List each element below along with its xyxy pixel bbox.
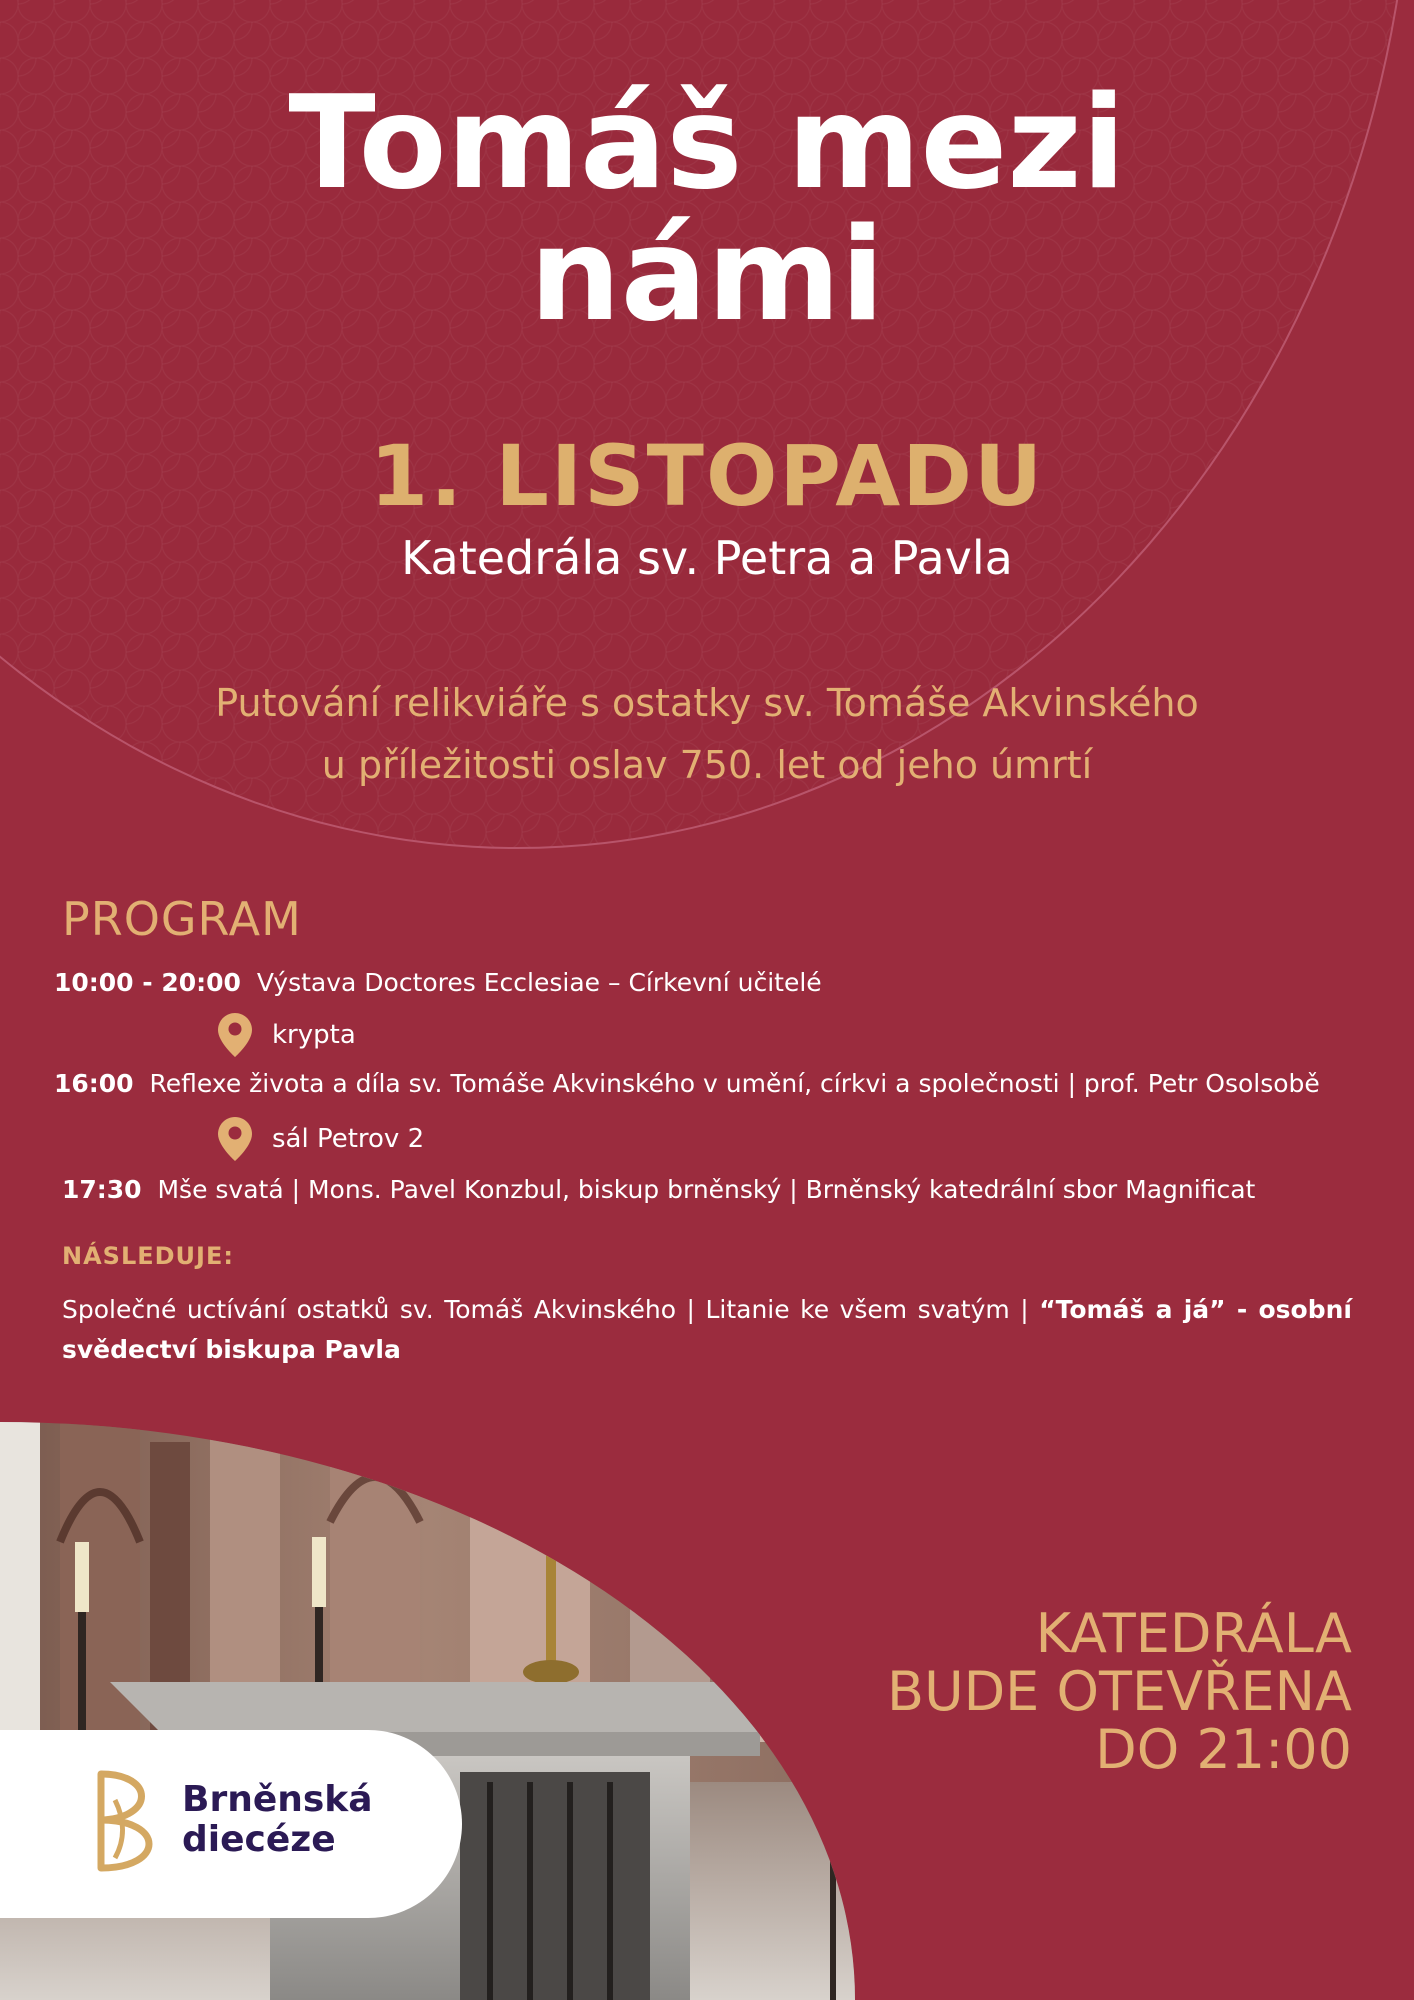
title-line-1: Tomáš mezi [288,69,1126,218]
program-item-text: Výstava Doctores Ecclesiae – Církevní učitelé [256,968,822,997]
title-line-2: námi [529,201,885,350]
location-label: krypta [272,1020,356,1050]
logo-line-1: Brněnská [182,1779,373,1820]
poster-title [0,69,1414,350]
subtitle-line-1: Putování relikviáře s ostatky sv. Tomáše Akvinského [215,681,1199,725]
event-subtitle [0,672,1414,796]
event-date: 1. LISTOPADU [369,427,1045,525]
location-pin-icon [218,1013,252,1057]
program-item-location [218,1117,424,1161]
diocese-logo-icon [95,1770,165,1872]
location-pin-icon [218,1117,252,1161]
follows-text-regular: Společné uctívání ostatků sv. Tomáš Akvinského | Litanie ke všem svatým | [62,1295,1040,1324]
subtitle-line-2: u příležitosti oslav 750. let od jeho úmrtí [321,743,1093,787]
program-item [54,966,822,1000]
program-item [62,1173,1255,1207]
program-item-location [218,1013,356,1057]
program-item-text: Mše svatá | Mons. Pavel Konzbul, biskup brněnský | Brněnský katedrální sbor Magnificat [157,1175,1256,1204]
logo-line-2: diecéze [182,1819,336,1860]
location-label: sál Petrov 2 [272,1124,425,1154]
opening-line-2: BUDE OTEVŘENA [887,1660,1352,1723]
program-item-time: 10:00 - 20:00 [54,968,241,997]
opening-line-3: DO 21:00 [1095,1718,1352,1781]
diocese-logo-text [182,1780,373,1860]
program-heading: PROGRAM [62,892,302,946]
program-item [54,1067,1320,1101]
event-venue: Katedrála sv. Petra a Pavla [401,531,1013,585]
follows-label: NÁSLEDUJE: [62,1242,234,1270]
program-item-time: 16:00 [54,1069,134,1098]
opening-hours-notice [652,1602,1352,1781]
follows-text [62,1290,1352,1370]
opening-line-1: KATEDRÁLA [1035,1602,1352,1665]
program-item-time: 17:30 [62,1175,142,1204]
program-item-text: Reflexe života a díla sv. Tomáše Akvinského v umění, církvi a společnosti | prof. Petr Osolsobě [149,1069,1320,1098]
follows-text-bold: “Tomáš a já” - osobní svědectví biskupa Pavla [62,1295,1352,1364]
